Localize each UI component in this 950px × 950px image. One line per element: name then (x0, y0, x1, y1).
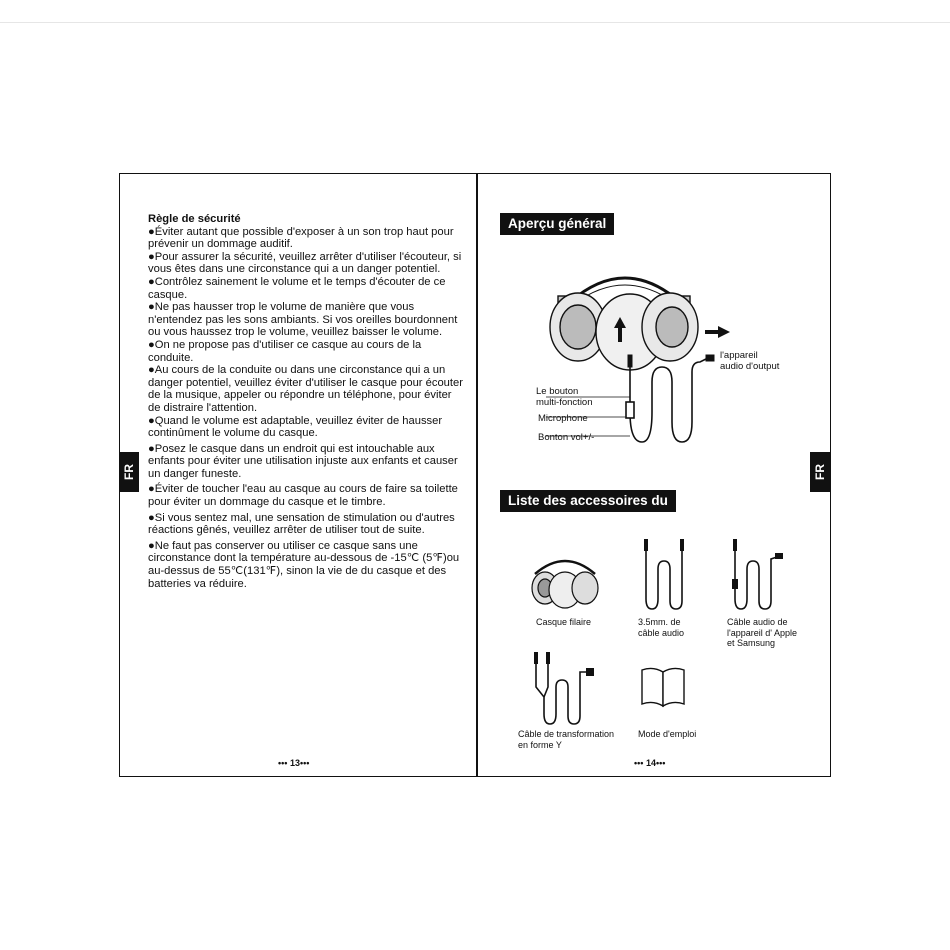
booklet-spread (119, 173, 831, 777)
top-edge-line (0, 22, 950, 23)
safety-paragraph: ●Ne faut pas conserver ou utiliser ce casque sans une circonstance dont la température au-dessous de -15℃ (5℉)ou au-dessus de 55℃(131℉), sinon la vie de du casque et des batteries va réduire. (148, 539, 460, 590)
safety-paragraph: ●On ne propose pas d'utiliser ce casque au cours de la conduite. (148, 338, 422, 364)
language-tab-right: FR (810, 452, 830, 492)
arrow-right-icon (705, 326, 730, 338)
audio-cable-icon (646, 549, 682, 609)
label-multi-function-button (536, 386, 593, 408)
safety-paragraph: ●Si vous sentez mal, une sensation de stimulation ou d'autres réactions gênés, veuillez arrêter de utiliser tout de suite. (148, 511, 455, 537)
accessory-caption: Câble de transformation en forme Y (518, 729, 615, 750)
y-cable-icon (536, 664, 588, 724)
accessory-caption: Mode d'emploi (638, 729, 697, 739)
accessory-caption: Casque filaire (536, 617, 592, 627)
safety-paragraph: ●Au cours de la conduite ou dans une circonstance qui a un danger potentiel, veuillez éviter d'utiliser le casque pour écouter de la musique, appeler ou répondre un téléphone, pour éviter de distraire l'attention. (148, 364, 463, 414)
safety-rules-section (148, 213, 463, 590)
page-number-left: ••• 13••• (278, 758, 310, 768)
page-divider (476, 174, 478, 776)
safety-paragraph: ●Pour assurer la sécurité, veuillez arrêter d'utiliser l'écouteur, si vous êtes dans une circonstance qui a un danger potentiel. (148, 250, 462, 276)
safety-paragraph: ●Ne pas hausser trop le volume de manière que vous n'entendez pas les sons ambiants. Si vos oreilles bourdonnent ou vous haussez trop le volume, veuillez baisser le volume. (148, 301, 458, 339)
headphones-icon (550, 278, 698, 370)
accessory-headphones-illustration (525, 554, 605, 614)
accessory-apple-samsung-cable-illustration (727, 539, 787, 619)
safety-paragraph: ●Éviter autant que possible d'exposer à un son trop haut pour prévenir un dommage auditif. (148, 225, 454, 251)
headphones-icon (532, 561, 598, 608)
safety-paragraph: ●Quand le volume est adaptable, veuillez éviter de hausser continûment le volume du casque. (148, 414, 443, 440)
label-text: Le bouton multi-fonction (536, 386, 593, 408)
safety-paragraph: ●Contrôlez sainement le volume et le temps d'écouter de ce casque. (148, 275, 446, 301)
accessory-audio-cable-illustration (638, 539, 698, 619)
safety-paragraph: ●Posez le casque dans un endroit qui est intouchable aux enfants pour éviter une utilisation injuste aux enfants et causer un danger funeste. (148, 442, 458, 480)
accessories-title: Liste des accessoires du (500, 490, 676, 512)
overview-title: Aperçu général (500, 213, 614, 235)
label-audio-output-device (720, 350, 779, 372)
label-microphone: Microphone (538, 413, 588, 424)
apple-samsung-cable-icon (735, 549, 777, 609)
label-volume-button: Bonton vol+/- (538, 432, 595, 443)
manual-book-icon (642, 668, 684, 706)
safety-paragraph: ●Éviter de toucher l'eau au casque au cours de faire sa toilette pour éviter un dommage du casque et le timbre. (148, 483, 458, 509)
cable-diagram (626, 357, 708, 442)
accessory-caption: Câble audio de l'appareil d' Apple et Samsung (727, 617, 797, 648)
label-text: l'appareil audio d'output (720, 350, 780, 372)
language-tab-left: FR (119, 452, 139, 492)
page-number-right: ••• 14••• (634, 758, 666, 768)
safety-heading: Règle de sécurité (148, 213, 241, 225)
accessory-y-cable-illustration (530, 652, 600, 732)
accessory-manual-illustration (638, 664, 688, 709)
accessory-caption: 3.5mm. de câble audio (638, 617, 685, 638)
